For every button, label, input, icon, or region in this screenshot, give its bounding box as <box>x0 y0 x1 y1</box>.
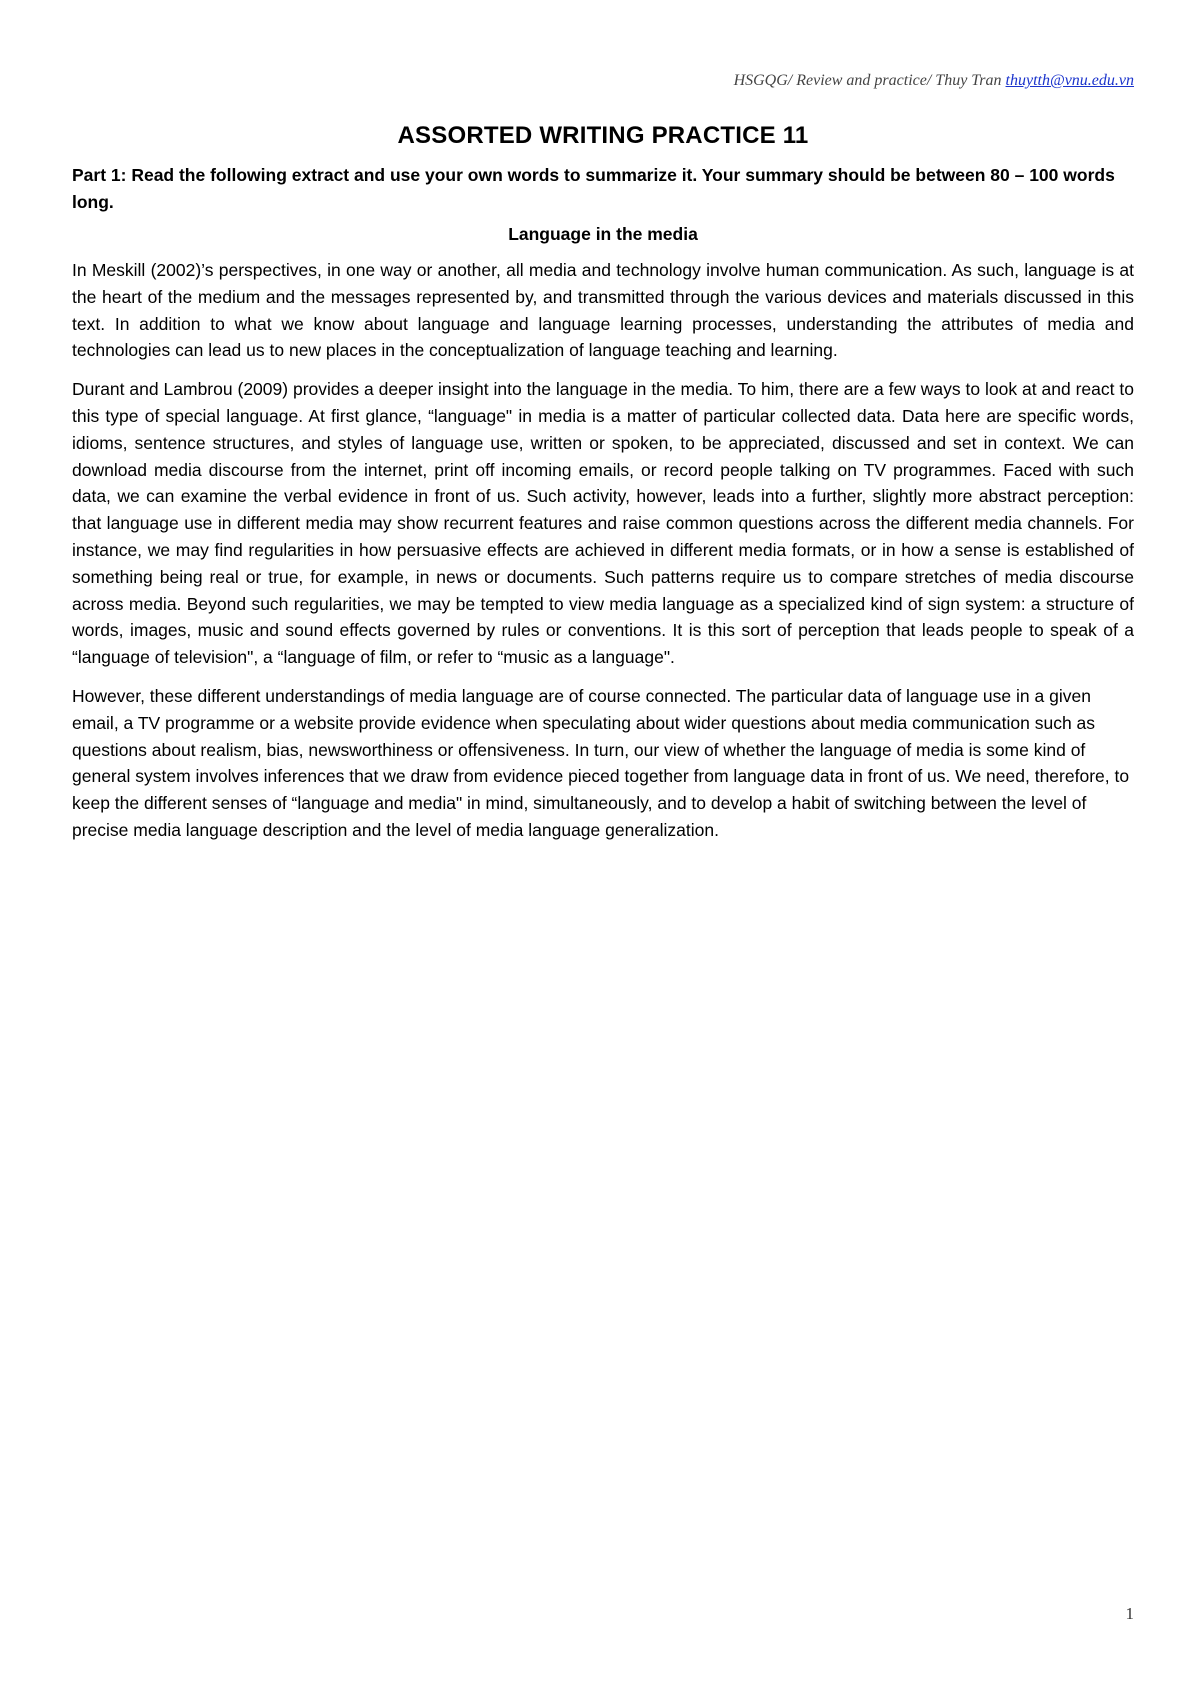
page-header <box>734 72 1134 90</box>
page-number: 1 <box>1125 1604 1134 1623</box>
document-body <box>72 122 1134 856</box>
paragraph-3: However, these different understandings of media language are of course connected. The particular data of language use in a given email, a TV programme or a website provide evidence when speculating about wider questions about media communication such as questions about realism, bias, newsworthiness or offensiveness. In turn, our view of whether the language of media is some kind of general system involves inferences that we draw from evidence pieced together from language data in front of us. We need, therefore, to keep the different senses of “language and media" in mind, simultaneously, and to develop a habit of switching between the level of precise media language description and the level of media language generalization. <box>72 685 1130 840</box>
paragraph-1: In Meskill (2002)’s perspectives, in one way or another, all media and technology involve human communication. As such, language is at the heart of the medium and the messages represented by, and transmitted through the various devices and materials discussed in this text. In addition to what we know about language and language learning processes, understanding the attributes of media and technologies can lead us to new places in the conceptualization of language teaching and learning. <box>72 260 1134 361</box>
paragraph-2: Durant and Lambrou (2009) provides a deeper insight into the language in the media. To him, there are a few ways to look at and react to this type of special language. At first glance, “language" in media is a matter of particular collected data. Data here are specific words, idioms, sentence structures, and styles of language use, written or spoken, to be appreciated, discussed and set in context. We can download media discourse from the internet, print off incoming emails, or record people talking on TV programmes. Faced with such data, we can examine the verbal evidence in front of us. Such activity, however, leads into a further, slightly more abstract perception: that language use in different media may show recurrent features and raise common questions across the different media channels. For instance, we may find regularities in how persuasive effects are achieved in different media formats, or in how a sense is established of something being real or true, for example, in news or documents. Such patterns require us to compare stretches of media discourse across media. Beyond such regularities, we may be tempted to view media language as a specialized kind of sign system: a structure of words, images, music and sound effects governed by rules or conventions. It is this sort of perception that leads people to speak of a “language of television", a “language of film, or refer to “music as a language". <box>72 379 1134 668</box>
document-title: ASSORTED WRITING PRACTICE 11 <box>397 122 809 149</box>
extract-title: Language in the media <box>508 224 698 244</box>
header-text: HSGQG/ Review and practice/ Thuy Tran <box>733 72 1006 89</box>
task-instruction: Part 1: Read the following extract and use your own words to summarize it. Your summary should be between 80 – 100 words long. <box>72 165 1115 212</box>
header-email-link[interactable]: thuytth@vnu.edu.vn <box>1005 72 1134 89</box>
